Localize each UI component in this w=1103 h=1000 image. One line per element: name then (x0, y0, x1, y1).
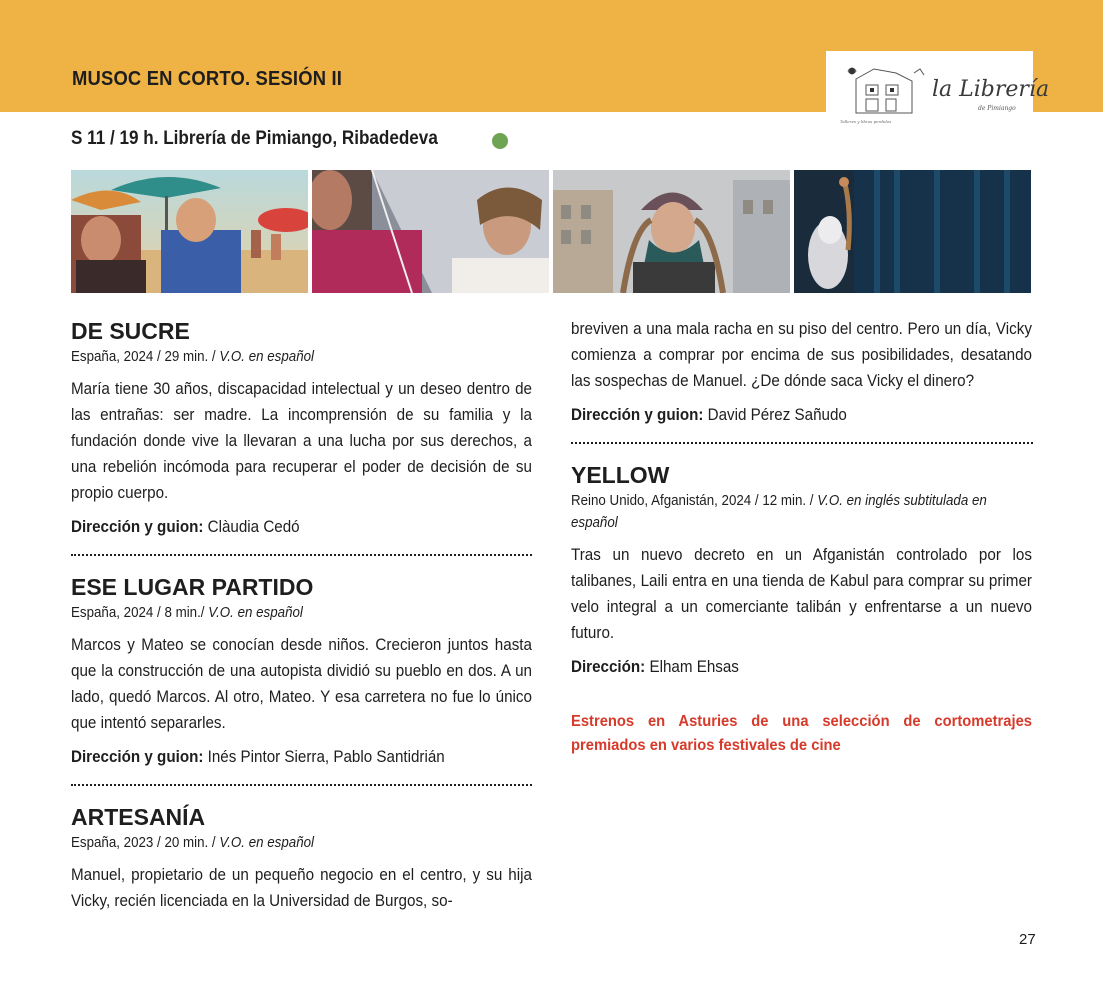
credit-label: Dirección y guion: (71, 518, 204, 536)
two-young-men-image (312, 170, 549, 293)
film-credit (71, 514, 495, 540)
credit-value: David Pérez Sañudo (703, 406, 847, 424)
dotted-divider (71, 784, 532, 786)
film-meta (71, 602, 495, 624)
film-entry-ese-lugar-partido (71, 572, 532, 770)
dotted-divider (571, 442, 1033, 444)
film-language: V.O. en español (219, 349, 315, 365)
film-entry-artesania (71, 802, 532, 914)
section-title: MUSOC EN CORTO. SESIÓN II (72, 68, 343, 90)
film-credit (571, 402, 996, 428)
film-meta (71, 346, 495, 368)
film-synopsis: Tras un nuevo decreto en un Afganistán controlado por los talibanes, Laili entra en una tienda de Kabul para comprar su primer velo integral a un comerciante talibán y enfrentarse a un nuevo futuro. (571, 546, 1032, 642)
film-language: V.O. en español (219, 835, 315, 851)
beach-scene-image (71, 170, 308, 293)
film-meta-details: España, 2024 / 8 min./ (71, 605, 209, 621)
film-still-de-sucre (71, 170, 308, 293)
woman-in-beanie-image (553, 170, 790, 293)
logo-subtitle: de Pimiango (978, 105, 1016, 112)
film-credit (571, 654, 996, 680)
film-credit (71, 744, 495, 770)
libreria-logo (826, 51, 1050, 130)
film-meta-details: España, 2023 / 20 min. / (71, 835, 220, 851)
film-synopsis-start: Manuel, propietario de un pequeño negocio en el centro, y su hija Vicky, recién licenciada en la Universidad de Burgos, so- (71, 866, 532, 910)
right-column (571, 316, 1033, 758)
logo-wordmark: la Librería (932, 77, 1050, 102)
session-info: S 11 / 19 h. Librería de Pimiango, Ribadedeva (71, 128, 438, 149)
film-language: V.O. en inglés subtitulada en español (571, 493, 987, 531)
page-number: 27 (1019, 931, 1036, 948)
film-title: YELLOW (571, 462, 670, 488)
film-still-ese-lugar-partido (312, 170, 549, 293)
credit-value: Clàudia Cedó (203, 518, 300, 536)
film-meta (571, 490, 1031, 534)
logo-footnote: Talleres y libros perdidos (840, 119, 892, 124)
film-title: ARTESANÍA (71, 804, 206, 830)
film-title: DE SUCRE (71, 318, 190, 344)
credit-value: Elham Ehsas (645, 658, 739, 676)
credit-label: Dirección: (571, 658, 646, 676)
credit-label: Dirección y guion: (71, 748, 204, 766)
venue-indicator-dot (492, 133, 508, 149)
left-column (71, 316, 532, 914)
dark-stage-image (794, 170, 1031, 293)
film-synopsis-continued: breviven a una mala racha en su piso del centro. Pero un día, Vicky comienza a comprar por encima de sus posibilidades, desatando las sospechas de Manuel. ¿De dónde saca Vicky el dinero? (571, 320, 1032, 390)
dotted-divider (71, 554, 532, 556)
film-language: V.O. en español (208, 605, 303, 621)
film-entry-de-sucre (71, 316, 532, 540)
film-meta-details: España, 2024 / 29 min. / (71, 349, 220, 365)
film-still-yellow (794, 170, 1031, 293)
credit-label: Dirección y guion: (571, 406, 704, 424)
film-meta-details: Reino Unido, Afganistán, 2024 / 12 min. / (571, 493, 818, 509)
film-synopsis: María tiene 30 años, discapacidad intelectual y un deseo dentro de las entrañas: ser madre. La incomprensión de su familia y la fundación donde vive la llevaran a una lucha por sus derechos, a una rebelión incómoda para recuperar el poder de decisión de su propio cuerpo. (71, 380, 532, 502)
film-meta (71, 832, 495, 854)
film-entry-yellow (571, 460, 1033, 680)
film-title: ESE LUGAR PARTIDO (71, 574, 314, 600)
premiere-note: Estrenos en Asturies de una selección de cortometrajes premiados en varios festivales de cine (571, 713, 1032, 754)
film-entry-artesania-continued (571, 316, 1033, 428)
credit-value: Inés Pintor Sierra, Pablo Santidrián (203, 748, 445, 766)
film-synopsis: Marcos y Mateo se conocían desde niños. Crecieron juntos hasta que la construcción de una autopista dividió su pueblo en dos. A un lado, quedó Marcos. Al otro, Mateo. Y esa carretera no fue lo único que intentó separarles. (71, 636, 532, 732)
film-still-artesania (553, 170, 790, 293)
